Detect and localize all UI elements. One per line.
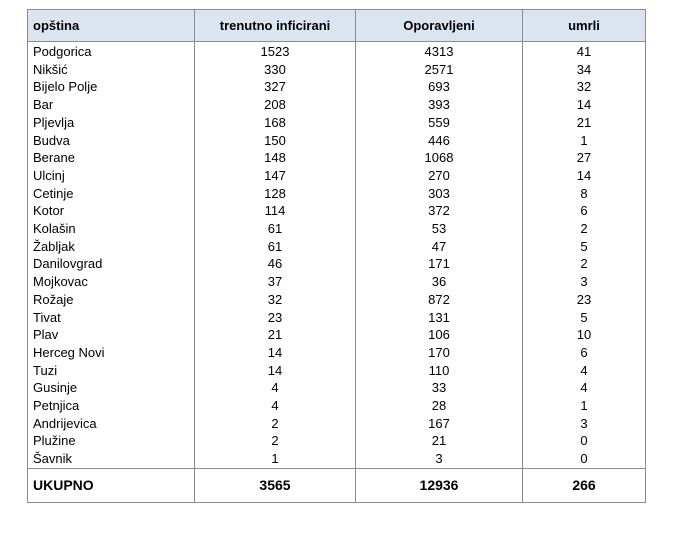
cell-currently-infected: 32 — [195, 291, 356, 309]
cell-currently-infected: 2 — [195, 415, 356, 433]
cell-deceased: 3 — [523, 273, 646, 291]
table-row — [28, 78, 646, 96]
cell-currently-infected: 61 — [195, 238, 356, 256]
cell-recovered: 1068 — [356, 149, 523, 167]
header-municipality: opština — [28, 10, 195, 42]
table-row — [28, 42, 646, 61]
total-recovered: 12936 — [356, 468, 523, 502]
table-row — [28, 185, 646, 203]
cell-municipality: Herceg Novi — [28, 344, 195, 362]
cell-recovered: 3 — [356, 450, 523, 468]
cell-currently-infected: 21 — [195, 326, 356, 344]
table-row — [28, 61, 646, 79]
cell-municipality: Bijelo Polje — [28, 78, 195, 96]
table-row — [28, 432, 646, 450]
header-recovered: Oporavljeni — [356, 10, 523, 42]
cell-recovered: 393 — [356, 96, 523, 114]
table-row — [28, 326, 646, 344]
cell-municipality: Podgorica — [28, 42, 195, 61]
cell-municipality: Pljevlja — [28, 114, 195, 132]
cell-currently-infected: 14 — [195, 344, 356, 362]
table-body — [28, 42, 646, 503]
cell-deceased: 27 — [523, 149, 646, 167]
cell-deceased: 6 — [523, 202, 646, 220]
cell-deceased: 32 — [523, 78, 646, 96]
table-header — [28, 10, 646, 42]
cell-municipality: Budva — [28, 132, 195, 150]
cell-recovered: 21 — [356, 432, 523, 450]
cell-municipality: Cetinje — [28, 185, 195, 203]
cell-municipality: Gusinje — [28, 379, 195, 397]
cell-recovered: 106 — [356, 326, 523, 344]
cell-recovered: 559 — [356, 114, 523, 132]
cell-recovered: 167 — [356, 415, 523, 433]
total-deceased: 266 — [523, 468, 646, 502]
table-row — [28, 415, 646, 433]
cell-currently-infected: 128 — [195, 185, 356, 203]
cell-deceased: 14 — [523, 96, 646, 114]
cell-deceased: 21 — [523, 114, 646, 132]
header-row — [28, 10, 646, 42]
table-row — [28, 273, 646, 291]
table-row — [28, 167, 646, 185]
cell-municipality: Danilovgrad — [28, 255, 195, 273]
cell-recovered: 446 — [356, 132, 523, 150]
cell-currently-infected: 148 — [195, 149, 356, 167]
cell-deceased: 4 — [523, 362, 646, 380]
cell-municipality: Žabljak — [28, 238, 195, 256]
cell-currently-infected: 327 — [195, 78, 356, 96]
header-deceased: umrli — [523, 10, 646, 42]
total-row — [28, 468, 646, 502]
cell-deceased: 34 — [523, 61, 646, 79]
total-label: UKUPNO — [28, 468, 195, 502]
cell-currently-infected: 330 — [195, 61, 356, 79]
cell-municipality: Šavnik — [28, 450, 195, 468]
cell-municipality: Mojkovac — [28, 273, 195, 291]
cell-municipality: Tivat — [28, 309, 195, 327]
cell-recovered: 693 — [356, 78, 523, 96]
table-row — [28, 450, 646, 468]
cell-deceased: 5 — [523, 309, 646, 327]
cell-deceased: 14 — [523, 167, 646, 185]
cell-currently-infected: 23 — [195, 309, 356, 327]
table-row — [28, 238, 646, 256]
cell-municipality: Kolašin — [28, 220, 195, 238]
cell-deceased: 0 — [523, 432, 646, 450]
table-row — [28, 397, 646, 415]
cell-currently-infected: 150 — [195, 132, 356, 150]
cell-recovered: 2571 — [356, 61, 523, 79]
cell-currently-infected: 208 — [195, 96, 356, 114]
cell-currently-infected: 2 — [195, 432, 356, 450]
cell-recovered: 53 — [356, 220, 523, 238]
cell-currently-infected: 168 — [195, 114, 356, 132]
cell-municipality: Plužine — [28, 432, 195, 450]
cell-recovered: 36 — [356, 273, 523, 291]
cell-currently-infected: 1523 — [195, 42, 356, 61]
table-row — [28, 202, 646, 220]
cell-currently-infected: 147 — [195, 167, 356, 185]
cell-currently-infected: 46 — [195, 255, 356, 273]
cell-deceased: 5 — [523, 238, 646, 256]
cell-recovered: 170 — [356, 344, 523, 362]
cell-recovered: 131 — [356, 309, 523, 327]
table-row — [28, 309, 646, 327]
table-row — [28, 220, 646, 238]
table-row — [28, 114, 646, 132]
total-currently-infected: 3565 — [195, 468, 356, 502]
table-row — [28, 291, 646, 309]
cell-municipality: Plav — [28, 326, 195, 344]
table-row — [28, 132, 646, 150]
cell-deceased: 41 — [523, 42, 646, 61]
cell-currently-infected: 114 — [195, 202, 356, 220]
cell-municipality: Tuzi — [28, 362, 195, 380]
cell-currently-infected: 37 — [195, 273, 356, 291]
table-row — [28, 255, 646, 273]
cell-deceased: 2 — [523, 255, 646, 273]
cell-municipality: Rožaje — [28, 291, 195, 309]
cell-recovered: 33 — [356, 379, 523, 397]
cell-deceased: 4 — [523, 379, 646, 397]
table-row — [28, 379, 646, 397]
table-row — [28, 362, 646, 380]
cell-deceased: 23 — [523, 291, 646, 309]
table-row — [28, 344, 646, 362]
municipality-statistics-table — [27, 9, 646, 503]
cell-municipality: Kotor — [28, 202, 195, 220]
cell-municipality: Nikšić — [28, 61, 195, 79]
cell-currently-infected: 61 — [195, 220, 356, 238]
table-row — [28, 96, 646, 114]
cell-municipality: Berane — [28, 149, 195, 167]
cell-deceased: 1 — [523, 132, 646, 150]
cell-deceased: 0 — [523, 450, 646, 468]
table-row — [28, 149, 646, 167]
cell-municipality: Andrijevica — [28, 415, 195, 433]
cell-recovered: 47 — [356, 238, 523, 256]
cell-deceased: 6 — [523, 344, 646, 362]
cell-currently-infected: 4 — [195, 397, 356, 415]
cell-recovered: 303 — [356, 185, 523, 203]
cell-currently-infected: 1 — [195, 450, 356, 468]
header-currently-infected: trenutno inficirani — [195, 10, 356, 42]
cell-recovered: 4313 — [356, 42, 523, 61]
cell-recovered: 110 — [356, 362, 523, 380]
cell-currently-infected: 14 — [195, 362, 356, 380]
cell-municipality: Ulcinj — [28, 167, 195, 185]
cell-deceased: 1 — [523, 397, 646, 415]
cell-recovered: 171 — [356, 255, 523, 273]
cell-municipality: Bar — [28, 96, 195, 114]
cell-recovered: 872 — [356, 291, 523, 309]
cell-deceased: 10 — [523, 326, 646, 344]
cell-municipality: Petnjica — [28, 397, 195, 415]
cell-deceased: 2 — [523, 220, 646, 238]
cell-currently-infected: 4 — [195, 379, 356, 397]
cell-deceased: 8 — [523, 185, 646, 203]
cell-recovered: 270 — [356, 167, 523, 185]
cell-recovered: 28 — [356, 397, 523, 415]
cell-deceased: 3 — [523, 415, 646, 433]
cell-recovered: 372 — [356, 202, 523, 220]
